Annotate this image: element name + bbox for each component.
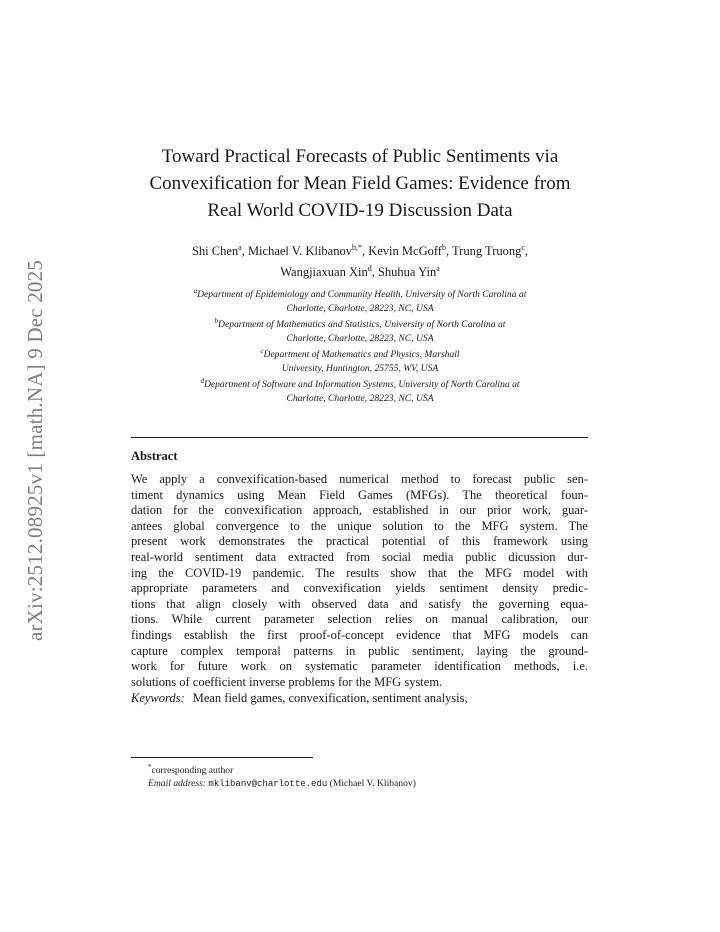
affiliation-cont: Charlotte, Charlotte, 28223, NC, USA	[286, 302, 434, 314]
abstract-line: timent dynamics using Mean Field Games (MFGs). The theoretical foun-	[131, 487, 588, 502]
abstract-line: present work demonstrates the practical potential of this framework using	[131, 534, 588, 549]
author-name: Wangjiaxuan Xin	[280, 265, 368, 280]
abstract-line: findings establish the first proof-of-concept evidence that MFG models can	[131, 627, 588, 642]
author-name: Trung Truong	[451, 244, 522, 259]
abstract-line: dation for the convexification approach, established in our prior work, guar-	[131, 503, 588, 518]
title-line: Convexification for Mean Field Games: Evidence from	[149, 173, 571, 194]
arxiv-stamp	[18, 250, 54, 650]
affiliation-cont: University, Huntington, 25755, WV, USA	[281, 362, 439, 374]
affiliation-text: Department of Mathematics and Statistics, University of North Carolina at	[218, 319, 506, 331]
affiliation-mark: c	[260, 347, 264, 355]
author-name: Michael V. Klibanov	[247, 244, 352, 259]
affiliation-text: Department of Epidemiology and Community Health, University of North Carolina at	[197, 289, 527, 301]
abstract-line: antees global convergence to the unique solution to the MFG system. The	[131, 518, 588, 533]
author-name: Kevin McGoff	[368, 244, 442, 259]
author-list	[110, 239, 610, 281]
author-separator: ,	[361, 244, 369, 259]
abstract-line: capture complex temporal patterns in public sentiment, laying the ground-	[131, 643, 588, 658]
author-affil-mark: b,*	[351, 243, 362, 252]
affiliation-text: Department of Software and Information Systems, University of North Carolina at	[203, 379, 520, 391]
author-name: Shi Chen	[191, 244, 239, 259]
keywords	[131, 691, 468, 706]
author-affil-mark: b	[441, 243, 446, 252]
affiliation-mark: d	[200, 377, 204, 385]
author-separator: ,	[371, 265, 378, 280]
author-affil-mark: a	[436, 264, 440, 274]
author-separator: ,	[445, 244, 452, 259]
title-line: Real World COVID-19 Discussion Data	[207, 200, 513, 221]
abstract-line: appropriate parameters and convexification yields sentiment density predic-	[131, 581, 588, 596]
affiliation-text: Department of Mathematics and Physics, Marshall	[263, 349, 460, 361]
email-owner: (Michael V. Klibanov)	[329, 778, 416, 790]
affiliation-cont: Charlotte, Charlotte, 28223, NC, USA	[286, 332, 434, 344]
abstract-line: ing the COVID-19 pandemic. The results show that the MFG model with	[131, 565, 588, 580]
abstract-body	[131, 472, 588, 690]
abstract-line: tions. While current parameter selection relies on manual calibration, our	[131, 612, 588, 627]
affiliation	[110, 345, 610, 362]
abstract-line: work for future work on systematic parameter identification methods, i.e.	[131, 659, 588, 674]
abstract-top-rule	[131, 437, 588, 438]
affiliation-list	[110, 285, 610, 405]
abstract-line: tions that align closely with observed data and satisfy the governing equa-	[131, 596, 588, 611]
affiliation	[110, 315, 610, 332]
footnote-rule	[131, 757, 313, 758]
arxiv-stamp-text: arXiv:2512.08925v1 [math.NA] 9 Dec 2025	[23, 259, 48, 641]
abstract-line: We apply a convexification-based numerical method to forecast public sen-	[131, 472, 588, 486]
keywords-label: Keywords:	[131, 691, 185, 705]
abstract-line: real-world sentiment data extracted from social media public dicussion dur-	[131, 549, 588, 564]
author-separator: ,	[241, 244, 248, 259]
title-line: Toward Practical Forecasts of Public Sentiments via	[161, 146, 559, 167]
footnote-note: corresponding author	[151, 765, 234, 777]
affiliation	[110, 285, 610, 302]
author-affil-mark: d	[367, 264, 372, 274]
author-separator: ,	[524, 244, 529, 259]
abstract-line: solutions of coefficient inverse problems for the MFG system.	[131, 674, 443, 689]
keywords-text: Mean field games, convexification, sentiment analysis,	[192, 691, 468, 705]
footnote-mark: *	[148, 763, 152, 771]
affiliation-mark: a	[193, 287, 198, 295]
affiliation-cont: Charlotte, Charlotte, 28223, NC, USA	[286, 392, 434, 404]
footnote	[148, 761, 416, 791]
author-affil-mark: c	[521, 243, 525, 252]
email-label: Email address:	[148, 778, 207, 790]
affiliation	[110, 375, 610, 392]
abstract-heading: Abstract	[131, 449, 178, 463]
affiliation-mark: b	[214, 317, 219, 325]
author-name: Shuhua Yin	[377, 265, 437, 280]
paper-title	[110, 143, 610, 224]
author-affil-mark: a	[238, 243, 242, 252]
email-address[interactable]: mklibanv@charlotte.edu	[208, 779, 328, 790]
